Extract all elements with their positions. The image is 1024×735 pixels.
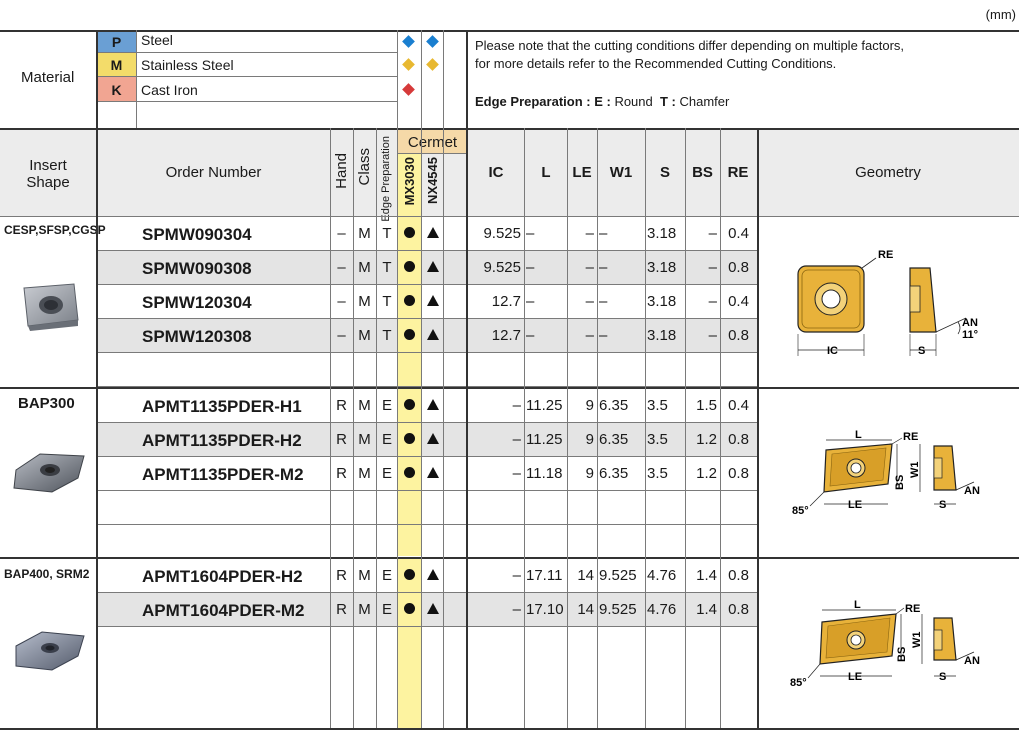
cell-hand: R (336, 567, 347, 584)
cell-edge: T (382, 259, 392, 276)
edge-text-round: Round (614, 94, 653, 109)
cell-cls: M (358, 259, 371, 276)
cell-s: 3.18 (647, 293, 677, 310)
recommended-dot-icon (404, 261, 415, 272)
edge-sep-e: : (602, 94, 615, 109)
cell-hand: R (336, 465, 347, 482)
usable-triangle-icon (427, 227, 439, 238)
cell-ic: – (512, 465, 521, 482)
steel-mx3030-diamond-icon (402, 35, 415, 48)
cell-edge: E (381, 601, 392, 618)
order-number: APMT1135PDER-H1 (142, 397, 302, 416)
material-name-steel: Steel (141, 32, 173, 48)
row-divider (97, 490, 757, 491)
vertical-rule (720, 128, 721, 728)
material-name-stainless: Stainless Steel (141, 57, 234, 73)
cell-s: 4.76 (647, 567, 677, 584)
geo1-ic-label: IC (827, 345, 838, 357)
cell-bs: – (708, 225, 717, 242)
class-header: Class (356, 148, 373, 186)
ic-header: IC (488, 164, 504, 181)
usable-triangle-icon (427, 329, 439, 340)
vertical-rule (421, 30, 422, 128)
usable-triangle-icon (427, 295, 439, 306)
material-label: Material (21, 69, 75, 86)
note-line-2: for more details refer to the Recommended Cutting Conditions. (475, 56, 837, 71)
order-number: SPMW120308 (142, 327, 252, 346)
cell-l: – (526, 293, 535, 310)
edge-preparation-legend (475, 95, 729, 108)
geo3-w1-label: W1 (911, 631, 923, 648)
geo2-le-label: LE (848, 499, 863, 511)
horizontal-rule (97, 76, 397, 77)
cell-le: 14 (577, 601, 594, 618)
square-insert-geometry-diagram (790, 246, 990, 358)
cell-le: – (585, 293, 594, 310)
cell-ic: 9.525 (483, 225, 521, 242)
cell-le: 9 (585, 397, 594, 414)
recommended-dot-icon (404, 295, 415, 306)
vertical-rule (524, 128, 525, 728)
stainless-mx3030-diamond-icon (402, 58, 415, 71)
cell-hand: R (336, 601, 347, 618)
cell-le: – (585, 259, 594, 276)
geo1-s-label: S (918, 345, 926, 357)
cell-w1: 6.35 (599, 431, 629, 448)
bap300-geometry-diagram (790, 428, 990, 520)
material-code-m: M (110, 57, 123, 73)
cell-re: 0.8 (728, 327, 749, 344)
cell-ic: 9.525 (483, 259, 521, 276)
recommended-dot-icon (404, 329, 415, 340)
cell-hand: – (337, 225, 346, 242)
cell-cls: M (358, 567, 371, 584)
row-divider (97, 318, 757, 319)
vertical-rule (397, 128, 398, 728)
cell-ic: 12.7 (491, 293, 521, 310)
mx3030-header: MX3030 (402, 157, 417, 206)
cell-re: 0.8 (728, 601, 749, 618)
cell-bs: 1.4 (696, 567, 717, 584)
edge-code-t: T (659, 94, 668, 109)
cell-ic: – (512, 567, 521, 584)
row-divider (97, 284, 757, 285)
cell-w1: – (599, 259, 608, 276)
cell-hand: – (337, 259, 346, 276)
geo3-re-label: RE (905, 603, 921, 615)
cell-le: 9 (585, 431, 594, 448)
edge-code-e: E (594, 94, 603, 109)
cell-re: 0.4 (728, 293, 749, 310)
recommended-dot-icon (404, 227, 415, 238)
cell-cls: M (358, 225, 371, 242)
geo2-w1-label: W1 (909, 461, 921, 478)
edge-preparation-header: Edge Preparation (380, 136, 392, 222)
order-number-header: Order Number (165, 164, 262, 181)
cell-re: 0.8 (728, 259, 749, 276)
cell-cls: M (358, 327, 371, 344)
cell-w1: 6.35 (599, 397, 629, 414)
cell-edge: E (381, 465, 392, 482)
cell-edge: T (382, 225, 392, 242)
order-number: APMT1135PDER-M2 (142, 465, 304, 484)
cermet-header: Cermet (407, 134, 458, 151)
cell-w1: 9.525 (599, 601, 637, 618)
cell-w1: – (599, 225, 608, 242)
edge-prep-title: Edge Preparation : (475, 94, 595, 109)
cell-re: 0.4 (728, 397, 749, 414)
order-number: APMT1604PDER-H2 (142, 567, 303, 586)
vertical-rule (466, 30, 468, 128)
cell-l: 17.11 (526, 567, 563, 584)
horizontal-rule (97, 52, 397, 53)
cell-bs: 1.5 (696, 397, 717, 414)
vertical-rule (136, 30, 137, 128)
geo2-an-label: AN (964, 485, 980, 497)
cell-re: 0.8 (728, 431, 749, 448)
geo2-s-label: S (939, 499, 947, 511)
vertical-rule (757, 128, 759, 728)
vertical-rule (567, 128, 568, 728)
note-line-1: Please note that the cutting conditions differ depending on multiple factors, (475, 38, 905, 53)
cell-edge: E (381, 431, 392, 448)
cell-le: 9 (585, 465, 594, 482)
cell-l: 17.10 (526, 601, 564, 618)
geo3-bs-label: BS (896, 646, 908, 662)
cell-edge: E (381, 567, 392, 584)
geo1-angle-label: 11° (962, 329, 979, 341)
horizontal-rule (0, 557, 1019, 559)
cell-cls: M (358, 431, 371, 448)
vertical-rule (376, 128, 377, 728)
cell-s: 4.76 (647, 601, 677, 618)
cell-edge: T (382, 293, 392, 310)
recommended-dot-icon (404, 569, 415, 580)
cell-bs: 1.2 (696, 431, 717, 448)
cell-bs: – (708, 293, 717, 310)
cell-w1: – (599, 293, 608, 310)
edge-text-chamfer: Chamfer (679, 94, 730, 109)
cell-le: – (585, 327, 594, 344)
cell-s: 3.5 (647, 431, 668, 448)
row-divider (97, 422, 757, 423)
geo2-angle-label: 85° (792, 505, 809, 517)
cell-ic: 12.7 (491, 327, 521, 344)
vertical-rule (96, 128, 98, 728)
cell-bs: 1.2 (696, 465, 717, 482)
order-number: APMT1604PDER-M2 (142, 601, 305, 620)
cell-bs: – (708, 259, 717, 276)
vertical-rule (96, 30, 98, 128)
insert-shape-name: BAP400, SRM2 (4, 567, 90, 581)
geo3-le-label: LE (848, 671, 863, 683)
cell-l: 11.18 (526, 465, 563, 482)
vertical-rule (466, 128, 468, 728)
insert-shape-header: Insert Shape (26, 157, 70, 191)
geo3-angle-label: 85° (790, 677, 807, 689)
material-code-p: P (111, 34, 122, 50)
recommended-dot-icon (404, 433, 415, 444)
cell-w1: 6.35 (599, 465, 629, 482)
vertical-rule (443, 128, 444, 728)
geo1-re-label: RE (878, 249, 894, 261)
material-code-k: K (111, 82, 122, 98)
cell-l: 11.25 (526, 397, 563, 414)
horizontal-rule (0, 128, 1019, 130)
order-number: APMT1135PDER-H2 (142, 431, 302, 450)
geo2-bs-label: BS (894, 474, 906, 490)
horizontal-rule (97, 101, 397, 102)
vertical-rule (353, 128, 354, 728)
recommended-dot-icon (404, 603, 415, 614)
usable-triangle-icon (427, 433, 439, 444)
cell-ic: – (512, 397, 521, 414)
cell-re: 0.8 (728, 465, 749, 482)
usable-triangle-icon (427, 399, 439, 410)
row-divider (97, 250, 757, 251)
square-insert-photo (18, 280, 82, 332)
usable-triangle-icon (427, 261, 439, 272)
vertical-rule (597, 128, 598, 728)
usable-triangle-icon (427, 603, 439, 614)
recommended-dot-icon (404, 467, 415, 478)
bap400-insert-photo (12, 628, 88, 674)
recommended-dot-icon (404, 399, 415, 410)
cell-cls: M (358, 397, 371, 414)
geometry-header: Geometry (855, 164, 921, 181)
horizontal-rule (398, 153, 467, 154)
cell-hand: – (337, 327, 346, 344)
insert-shape-name: BAP300 (18, 395, 75, 412)
cell-cls: M (358, 293, 371, 310)
cell-ic: – (512, 601, 521, 618)
bs-header: BS (692, 164, 713, 181)
usable-triangle-icon (427, 569, 439, 580)
cell-re: 0.4 (728, 225, 749, 242)
edge-sep-t: : (667, 94, 680, 109)
l-header: L (541, 164, 551, 181)
cell-edge: E (381, 397, 392, 414)
vertical-rule (685, 128, 686, 728)
s-header: S (659, 164, 670, 181)
cell-w1: – (599, 327, 608, 344)
w1-header: W1 (609, 164, 633, 181)
horizontal-rule (0, 216, 1019, 217)
cell-ic: – (512, 431, 521, 448)
row-divider (97, 456, 757, 457)
cell-le: 14 (577, 567, 594, 584)
horizontal-rule (0, 387, 1019, 389)
vertical-rule (397, 30, 398, 128)
row-divider (97, 592, 757, 593)
vertical-rule (421, 128, 422, 728)
stainless-nx4545-diamond-icon (426, 58, 439, 71)
cell-bs: – (708, 327, 717, 344)
steel-nx4545-diamond-icon (426, 35, 439, 48)
cell-l: – (526, 225, 535, 242)
order-number: SPMW120304 (142, 293, 252, 312)
vertical-rule (645, 128, 646, 728)
cell-hand: R (336, 397, 347, 414)
geo2-re-label: RE (903, 431, 919, 443)
order-number: SPMW090308 (142, 259, 252, 278)
unit-label: (mm) (985, 7, 1016, 22)
usable-triangle-icon (427, 467, 439, 478)
order-number: SPMW090304 (142, 225, 252, 244)
cell-s: 3.18 (647, 327, 677, 344)
hand-header: Hand (333, 153, 350, 189)
cell-edge: T (382, 327, 392, 344)
cell-bs: 1.4 (696, 601, 717, 618)
row-divider (97, 524, 757, 525)
cell-cls: M (358, 465, 371, 482)
bap400-geometry-diagram (790, 598, 990, 690)
bap300-insert-photo (12, 448, 88, 498)
cell-hand: – (337, 293, 346, 310)
cell-re: 0.8 (728, 567, 749, 584)
cell-w1: 9.525 (599, 567, 637, 584)
vertical-rule (330, 128, 331, 728)
cell-s: 3.18 (647, 225, 677, 242)
cast-iron-mx3030-diamond-icon (402, 83, 415, 96)
geo3-an-label: AN (964, 655, 980, 667)
nx4545-header: NX4545 (425, 157, 440, 204)
cell-s: 3.5 (647, 465, 668, 482)
le-header: LE (572, 164, 592, 181)
cell-l: – (526, 259, 535, 276)
vertical-rule (443, 30, 444, 128)
cell-s: 3.18 (647, 259, 677, 276)
geo2-l-label: L (855, 429, 862, 441)
cell-hand: R (336, 431, 347, 448)
geo3-l-label: L (854, 599, 861, 611)
row-divider (97, 352, 757, 353)
cell-le: – (585, 225, 594, 242)
geo3-s-label: S (939, 671, 947, 683)
horizontal-rule (0, 728, 1019, 730)
cell-cls: M (358, 601, 371, 618)
insert-shape-name: CESP,SFSP,CGSP (4, 223, 106, 237)
geo1-an-label: AN (962, 317, 978, 329)
cell-s: 3.5 (647, 397, 668, 414)
material-name-cast-iron: Cast Iron (141, 82, 198, 98)
re-header: RE (727, 164, 749, 181)
cell-l: – (526, 327, 535, 344)
cell-l: 11.25 (526, 431, 563, 448)
row-divider (97, 626, 757, 627)
horizontal-rule (0, 30, 1019, 32)
